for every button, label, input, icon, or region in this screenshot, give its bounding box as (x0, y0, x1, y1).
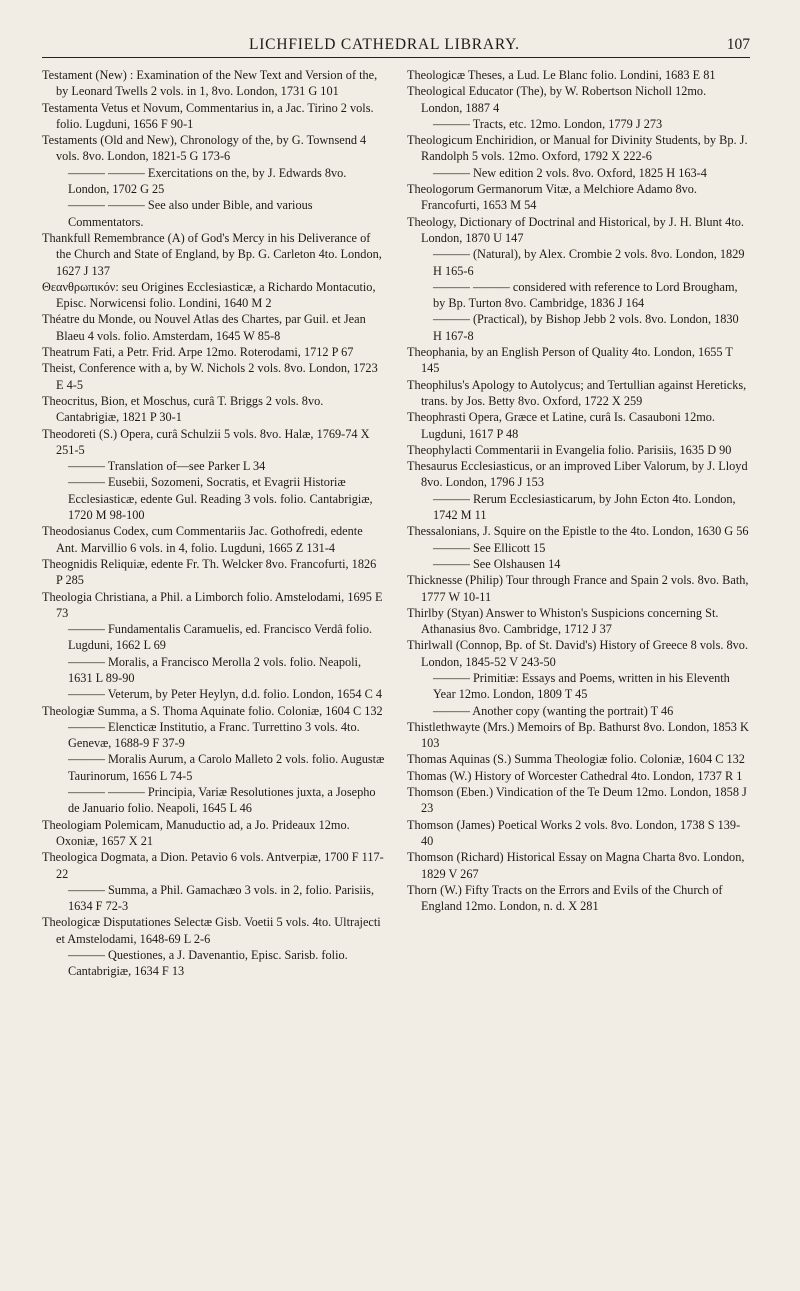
catalogue-entry: Theophylacti Commentarii in Evangelia folio. Parisiis, 1635 D 90 (407, 442, 732, 457)
catalogue-entry: Theologiam Polemicam, Manuductio ad, a Jo. Prideaux 12mo. Oxoniæ, 1657 X 21 (42, 817, 350, 848)
catalogue-entry: Théatre du Monde, ou Nouvel Atlas des Chartes, par Guil. et Jean Blaeu 4 vols. folio. Amsterdam, 1645 W 85-8 (42, 312, 366, 343)
left-column (42, 67, 385, 980)
catalogue-entry: Thomas (W.) History of Worcester Cathedral 4to. London, 1737 R 1 (407, 768, 743, 783)
catalogue-entry: Theologicæ Theses, a Lud. Le Blanc folio. Londini, 1683 E 81 (407, 68, 716, 82)
catalogue-entry: Theologicum Enchiridion, or Manual for Divinity Students, by Bp. J. Randolph 5 vols. 12mo. Oxford, 1792 X 222-6 (407, 133, 748, 164)
catalogue-entry: Thicknesse (Philip) Tour through France and Spain 2 vols. 8vo. Bath, 1777 W 10-11 (407, 573, 749, 604)
catalogue-entry: Θεανθρωπικόν: seu Origines Ecclesiasticæ, a Richardo Montacutio, Episc. Norwicensi folio. Londini, 1640 M 2 (42, 279, 376, 311)
catalogue-entry: ——— ——— Exercitations on the, by J. Edwards 8vo. London, 1702 G 25 (68, 165, 347, 197)
catalogue-entry: ——— See Ellicott 15 (433, 540, 546, 555)
catalogue-entry: Testament (New) : Examination of the New Text and Version of the, by Leonard Twells 2 vols. in 1, 8vo. London, 1731 G 101 (42, 68, 378, 99)
catalogue-entry: ——— See Olshausen 14 (433, 556, 561, 571)
catalogue-entry: ——— New edition 2 vols. 8vo. Oxford, 1825 H 163-4 (433, 165, 707, 180)
catalogue-entry: ——— Fundamentalis Caramuelis, ed. Francisco Verdâ folio. Lugduni, 1662 L 69 (68, 622, 373, 653)
catalogue-entry: ——— Elencticæ Institutio, a Franc. Turrettino 3 vols. 4to. Genevæ, 1688-9 F 37-9 (68, 719, 360, 751)
catalogue-entry: ——— Questiones, a J. Davenantio, Episc. Sarisb. folio. Cantabrigiæ, 1634 F 13 (68, 948, 348, 979)
catalogue-entry: Thistlethwayte (Mrs.) Memoirs of Bp. Bathurst 8vo. London, 1853 K 103 (407, 719, 749, 751)
catalogue-entry: ——— Veterum, by Peter Heylyn, d.d. folio. London, 1654 C 4 (68, 687, 382, 702)
catalogue-entry: ——— Moralis Aurum, a Carolo Malleto 2 vols. folio. Augustæ Taurinorum, 1656 L 74-5 (68, 752, 385, 783)
catalogue-entry: ——— ——— considered with reference to Lord Brougham, by Bp. Turton 8vo. Cambridge, 1836 J 164 (433, 279, 738, 311)
catalogue-entry: Testamenta Vetus et Novum, Commentarius in, a Jac. Tirino 2 vols. folio. Lugduni, 1656 F 90-1 (42, 100, 374, 131)
page-number: 107 (726, 36, 750, 53)
catalogue-entry: ——— Primitiæ: Essays and Poems, written in his Eleventh Year 12mo. London, 1809 T 45 (433, 670, 730, 702)
catalogue-entry: Theodoreti (S.) Opera, curâ Schulzii 5 vols. 8vo. Halæ, 1769-74 X 251-5 (42, 426, 370, 457)
catalogue-entry: Theocritus, Bion, et Moschus, curâ T. Briggs 2 vols. 8vo. Cantabrigiæ, 1821 P 30-1 (42, 393, 324, 425)
catalogue-entry: Thomson (Richard) Historical Essay on Magna Charta 8vo. London, 1829 V 267 (407, 850, 745, 881)
catalogue-entry: Thirlby (Styan) Answer to Whiston's Suspicions concerning St. Athanasius 8vo. Cambridge, 1712 J 37 (407, 605, 719, 637)
catalogue-entry: Thesaurus Ecclesiasticus, or an improved Liber Valorum, by J. Lloyd 8vo. London, 1796 J 153 (407, 459, 748, 490)
running-title: LICHFIELD CATHEDRAL LIBRARY. (248, 36, 520, 53)
catalogue-entry: Theognidis Reliquiæ, edente Fr. Th. Welcker 8vo. Francofurti, 1826 P 285 (42, 556, 377, 588)
catalogue-entry: Theology, Dictionary of Doctrinal and Historical, by J. H. Blunt 4to. London, 1870 U 147 (407, 214, 744, 245)
catalogue-entry: Theologica Dogmata, a Dion. Petavio 6 vols. Antverpiæ, 1700 F 117-22 (42, 850, 384, 881)
catalogue-entry: ——— ——— See also under Bible, and various Commentators. (68, 198, 313, 229)
catalogue-entry: Theodosianus Codex, cum Commentariis Jac. Gothofredi, edente Ant. Marvillio 6 vols. in 4, folio. Lugduni, 1665 Z 131-4 (42, 524, 363, 555)
catalogue-entry: ——— Translation of—see Parker L 34 (68, 459, 266, 474)
catalogue-entry: Thirlwall (Connop, Bp. of St. David's) History of Greece 8 vols. 8vo. London, 1845-52 V 243-50 (407, 638, 749, 669)
catalogue-entry: Theologicæ Disputationes Selectæ Gisb. Voetii 5 vols. 4to. Ultrajecti et Amstelodami, 1648-69 L 2-6 (42, 915, 381, 946)
catalogue-entry: Theologorum Germanorum Vitæ, a Melchiore Adamo 8vo. Francofurti, 1653 M 54 (407, 182, 698, 213)
catalogue-entry: Theatrum Fati, a Petr. Frid. Arpe 12mo. Roterodami, 1712 P 67 (42, 345, 354, 360)
catalogue-entry: ——— (Practical), by Bishop Jebb 2 vols. 8vo. London, 1830 H 167-8 (433, 312, 739, 343)
catalogue-entry: Theologiæ Summa, a S. Thoma Aquinate folio. Coloniæ, 1604 C 132 (42, 703, 383, 718)
catalogue-entry: Theophania, by an English Person of Quality 4to. London, 1655 T 145 (407, 345, 733, 376)
catalogue-entry: Theophilus's Apology to Autolycus; and Tertullian against Hereticks, trans. by Jos. Betty 8vo. Oxford, 1722 X 259 (407, 377, 747, 408)
catalogue-entry: ——— Eusebii, Sozomeni, Socratis, et Evagrii Historiæ Ecclesiasticæ, edente Gul. Reading 3 vols. folio. Cantabrigiæ, 1720 M 98-100 (68, 475, 373, 523)
catalogue-entry: Thomson (James) Poetical Works 2 vols. 8vo. London, 1738 S 139-40 (407, 817, 741, 848)
catalogue-entry: Thomson (Eben.) Vindication of the Te Deum 12mo. London, 1858 J 23 (407, 785, 747, 816)
catalogue-entry: ——— Another copy (wanting the portrait) T 46 (433, 703, 674, 718)
running-header (42, 0, 750, 58)
catalogue-entry: ——— Summa, a Phil. Gamachæo 3 vols. in 2, folio. Parisiis, 1634 F 72-3 (68, 882, 375, 914)
catalogue-entry: ——— ——— Principia, Variæ Resolutiones juxta, a Josepho de Januario folio. Neapoli, 1645 L 46 (68, 785, 376, 816)
right-column (407, 67, 750, 980)
catalogue-columns (42, 67, 750, 980)
catalogue-entry: ——— (Natural), by Alex. Crombie 2 vols. 8vo. London, 1829 H 165-6 (433, 247, 745, 278)
catalogue-entry: ——— Tracts, etc. 12mo. London, 1779 J 273 (433, 116, 663, 131)
catalogue-entry: Theist, Conference with a, by W. Nichols 2 vols. 8vo. London, 1723 E 4-5 (42, 361, 378, 392)
catalogue-entry: Thomas Aquinas (S.) Summa Theologiæ folio. Coloniæ, 1604 C 132 (407, 752, 745, 767)
catalogue-entry: Thessalonians, J. Squire on the Epistle to the 4to. London, 1630 G 56 (407, 524, 749, 539)
catalogue-entry: Testaments (Old and New), Chronology of the, by G. Townsend 4 vols. 8vo. London, 1821-5 G 173-6 (42, 133, 367, 164)
catalogue-entry: ——— Rerum Ecclesiasticarum, by John Ecton 4to. London, 1742 M 11 (433, 491, 736, 523)
catalogue-entry: Thorn (W.) Fifty Tracts on the Errors and Evils of the Church of England 12mo. London, n. d. X 281 (407, 882, 723, 914)
catalogue-entry: ——— Moralis, a Francisco Merolla 2 vols. folio. Neapoli, 1631 L 89-90 (68, 654, 362, 685)
catalogue-entry: Theological Educator (The), by W. Robertson Nicholl 12mo. London, 1887 4 (407, 84, 707, 115)
catalogue-entry: Thankfull Remembrance (A) of God's Mercy in his Deliverance of the Church and State of England, by Bp. G. Carleton 4to. London, 1627 J 137 (42, 230, 382, 278)
catalogue-entry: Theologia Christiana, a Phil. a Limborch folio. Amstelodami, 1695 E 73 (42, 589, 383, 620)
catalogue-entry: Theophrasti Opera, Græce et Latine, curâ Is. Casauboni 12mo. Lugduni, 1617 P 48 (407, 410, 716, 441)
